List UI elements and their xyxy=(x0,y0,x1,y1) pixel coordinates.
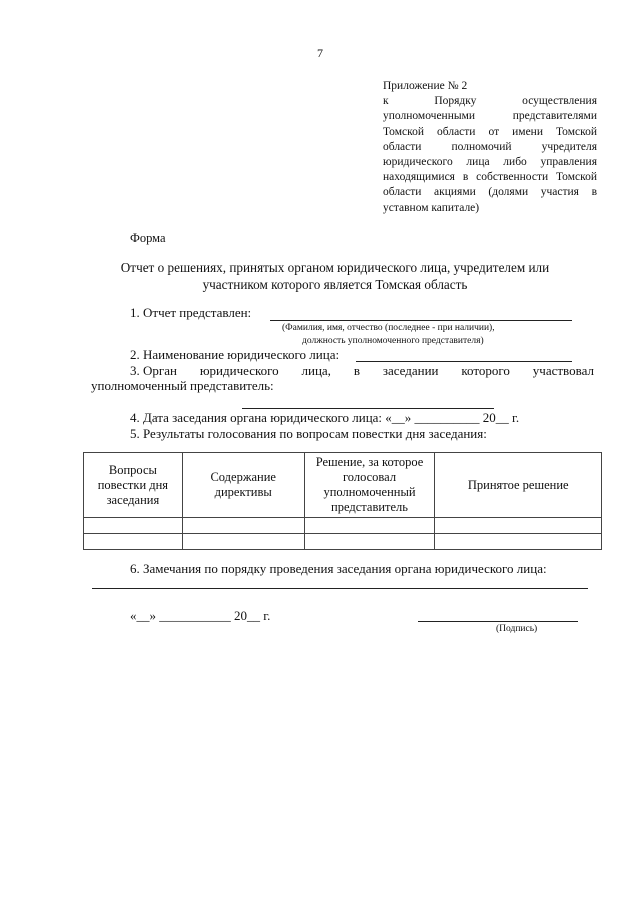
appendix-title: Приложение № 2 xyxy=(383,80,468,92)
signature-caption: (Подпись) xyxy=(496,624,538,634)
table-cell xyxy=(182,518,304,534)
table-header-row xyxy=(84,453,602,518)
column-header: Вопросы повестки дня заседания xyxy=(84,453,183,518)
item-1-field-line xyxy=(270,320,572,321)
table-cell xyxy=(304,518,435,534)
report-title: Отчет о решениях, принятых органом юридического лица, учредителем или участником которого является Томская область xyxy=(120,260,550,292)
item-3-word: заседании xyxy=(382,363,439,378)
item-1-hint-1: (Фамилия, имя, отчество (последнее - при наличии), xyxy=(282,323,495,333)
item-6-label: 6. Замечания по порядку проведения заседания органа юридического лица: xyxy=(130,561,547,576)
item-1-label: 1. Отчет представлен: xyxy=(130,305,252,320)
item-3-field-line xyxy=(242,408,494,409)
column-header: Содержание директивы xyxy=(182,453,304,518)
table-cell xyxy=(304,534,435,550)
item-6-field-line xyxy=(92,588,588,589)
item-3-word: которого xyxy=(461,363,510,378)
item-3-line-2: уполномоченный представитель: xyxy=(91,378,274,393)
item-3-word: юридического xyxy=(199,363,279,378)
item-3-word: участвовал xyxy=(532,363,594,378)
item-3-word: лица, xyxy=(301,363,331,378)
table-cell xyxy=(435,518,602,534)
item-3-line-1 xyxy=(130,363,594,379)
signature-line xyxy=(418,621,578,622)
item-5-label: 5. Результаты голосования по вопросам повестки дня заседания: xyxy=(130,426,487,441)
table-cell xyxy=(84,518,183,534)
page-number: 7 xyxy=(317,46,323,60)
item-2-field-line xyxy=(356,361,572,362)
table-cell xyxy=(435,534,602,550)
column-header: Принятое решение xyxy=(435,453,602,518)
table-row xyxy=(84,534,602,550)
item-4-date: 4. Дата заседания органа юридического лица: «__» __________ 20__ г. xyxy=(130,410,520,425)
table-cell xyxy=(84,534,183,550)
form-label: Форма xyxy=(130,231,166,245)
item-3-word: 3. Орган xyxy=(130,363,177,378)
table-row xyxy=(84,518,602,534)
column-header: Решение, за которое голосовал уполномоченный представитель xyxy=(304,453,435,518)
voting-results-table xyxy=(83,452,602,550)
signature-date: «__» ___________ 20__ г. xyxy=(130,608,271,623)
table-cell xyxy=(182,534,304,550)
item-2-label: 2. Наименование юридического лица: xyxy=(130,347,340,362)
appendix-block xyxy=(383,79,597,216)
item-1-hint-2: должность уполномоченного представителя) xyxy=(302,336,484,346)
item-3-word: в xyxy=(353,363,360,378)
appendix-text: к Порядку осуществления уполномоченными представителями Томской области от имени Томской области полномочий учредителя юридического лица либо управления находящимися в собственности Томской области акциями (долями участия в уставном капитале) xyxy=(383,95,597,214)
